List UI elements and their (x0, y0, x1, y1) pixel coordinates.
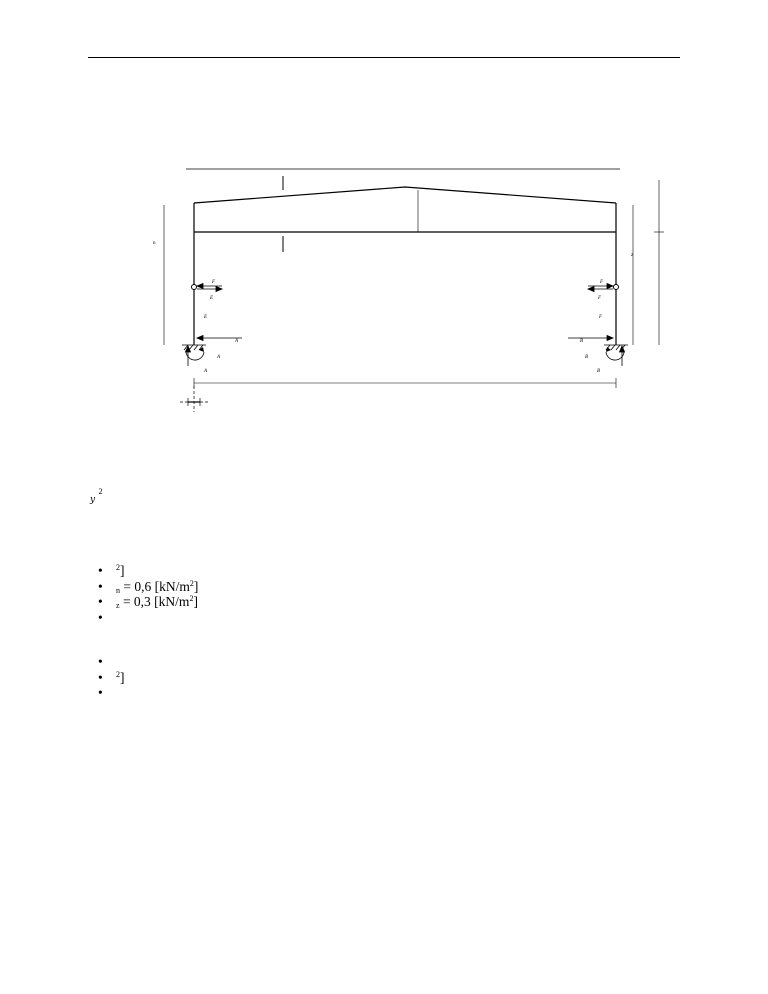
list-item: • $^2$] (90, 670, 125, 686)
svg-text:z: z (631, 253, 634, 258)
frame-diagram (0, 0, 768, 440)
list-item (90, 610, 198, 626)
svg-text:B: B (580, 339, 584, 344)
truss (194, 187, 616, 232)
svg-text:F: F (212, 280, 216, 285)
svg-text:A: A (217, 355, 221, 360)
list-item: • $_z$ = 0,3 $[kN/m^2]$ (90, 594, 198, 610)
svg-text:E: E (204, 315, 208, 320)
list-item: • $_n$ = 0,6 $[kN/m^2]$ (90, 579, 198, 595)
list-item (90, 654, 125, 670)
svg-text:F: F (599, 315, 603, 320)
svg-text:F: F (598, 296, 602, 301)
svg-text:B: B (597, 369, 601, 374)
svg-text:A: A (235, 339, 239, 344)
list-item: • $^2$] (90, 563, 198, 579)
list-item (90, 685, 125, 701)
svg-text:B: B (585, 355, 589, 360)
steel-grade: $_y$ $^2$ (90, 487, 103, 505)
svg-text:n: n (153, 241, 156, 246)
svg-text:F: F (600, 280, 604, 285)
svg-text:E: E (210, 296, 214, 301)
svg-text:A: A (204, 369, 208, 374)
permanent-loads-list (90, 654, 125, 701)
variable-loads-list (90, 563, 198, 625)
